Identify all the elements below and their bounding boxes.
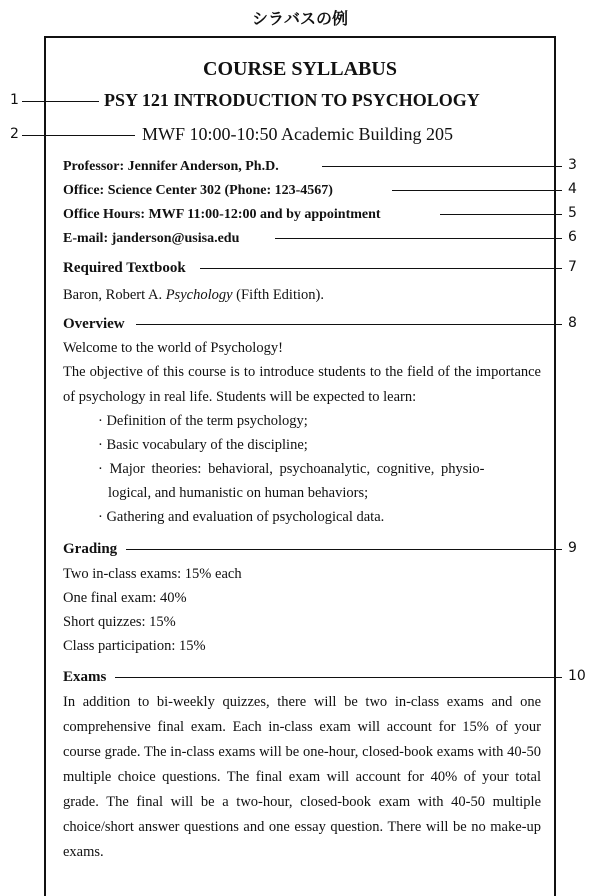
bullet-item: · Definition of the term psychology; — [98, 413, 308, 429]
bullet-item: · Gathering and evaluation of psychological data. — [98, 509, 385, 525]
callout-number-3: 3 — [568, 157, 577, 173]
email-line: E-mail: janderson@usisa.edu — [63, 231, 240, 246]
professor-line: Professor: Jennifer Anderson, Ph.D. — [63, 159, 279, 174]
office-line: Office: Science Center 302 (Phone: 123-4567) — [63, 183, 333, 198]
overview-heading: Overview — [63, 316, 125, 332]
overview-welcome: Welcome to the world of Psychology! — [63, 340, 283, 356]
textbook-edition: (Fifth Edition). — [236, 287, 324, 303]
overview-objective: The objective of this course is to introduce students to the field of the importance of psychology in real life. Students will be expected to learn: — [63, 364, 541, 405]
bullet-item: · Basic vocabulary of the discipline; — [98, 437, 308, 453]
callout-line-7 — [200, 268, 562, 269]
figure-heading: シラバスの例 — [251, 9, 348, 28]
callout-number-8: 8 — [568, 315, 577, 331]
callout-line-8 — [136, 324, 562, 325]
textbook-author: Baron, Robert A. — [63, 287, 163, 303]
callout-number-2: 2 — [10, 126, 19, 142]
course-schedule: MWF 10:00-10:50 Academic Building 205 — [142, 124, 453, 144]
callout-number-10: 10 — [568, 668, 586, 684]
callout-number-7: 7 — [568, 259, 577, 275]
callout-number-4: 4 — [568, 181, 577, 197]
course-name: PSY 121 INTRODUCTION TO PSYCHOLOGY — [104, 90, 480, 110]
office-hours-line: Office Hours: MWF 11:00-12:00 and by appointment — [63, 207, 381, 222]
textbook-heading: Required Textbook — [63, 260, 186, 276]
grading-item: Two in-class exams: 15% each — [63, 566, 242, 582]
grading-item: Class participation: 15% — [63, 638, 206, 654]
grading-item: One final exam: 40% — [63, 590, 187, 606]
callout-line-2 — [22, 135, 135, 136]
grading-item: Short quizzes: 15% — [63, 614, 176, 630]
callout-number-9: 9 — [568, 540, 577, 556]
callout-number-1: 1 — [10, 92, 19, 108]
bullet-item: · Major theories: behavioral, psychoanalytic, cognitive, physio- — [98, 461, 485, 477]
callout-line-10 — [115, 677, 562, 678]
textbook-title: Psychology — [165, 287, 233, 303]
exams-heading: Exams — [63, 669, 107, 685]
callout-line-3 — [322, 166, 562, 167]
syllabus-title: COURSE SYLLABUS — [203, 58, 397, 80]
bullet-item-continued: logical, and humanistic on human behaviors; — [108, 485, 369, 501]
callout-line-4 — [392, 190, 562, 191]
callout-line-9 — [126, 549, 562, 550]
textbook-citation — [63, 287, 324, 304]
callout-number-6: 6 — [568, 229, 577, 245]
callout-number-5: 5 — [568, 205, 577, 221]
grading-heading: Grading — [63, 541, 118, 557]
callout-line-1 — [22, 101, 99, 102]
callout-line-6 — [275, 238, 562, 239]
exams-text: In addition to bi-weekly quizzes, there will be two in-class exams and one comprehensive final exam. Each in-class exam will account for 15% of your course grade. The in-class exams will be one-hour, closed-book exams with 40-50 multiple choice questions. The final exam will account for 40% of your total grade. The final will be a two-hour, closed-book exam with 40-50 multiple choice/short answer questions and one essay question. There will be no make-up exams. — [63, 694, 541, 860]
callout-line-5 — [440, 214, 562, 215]
